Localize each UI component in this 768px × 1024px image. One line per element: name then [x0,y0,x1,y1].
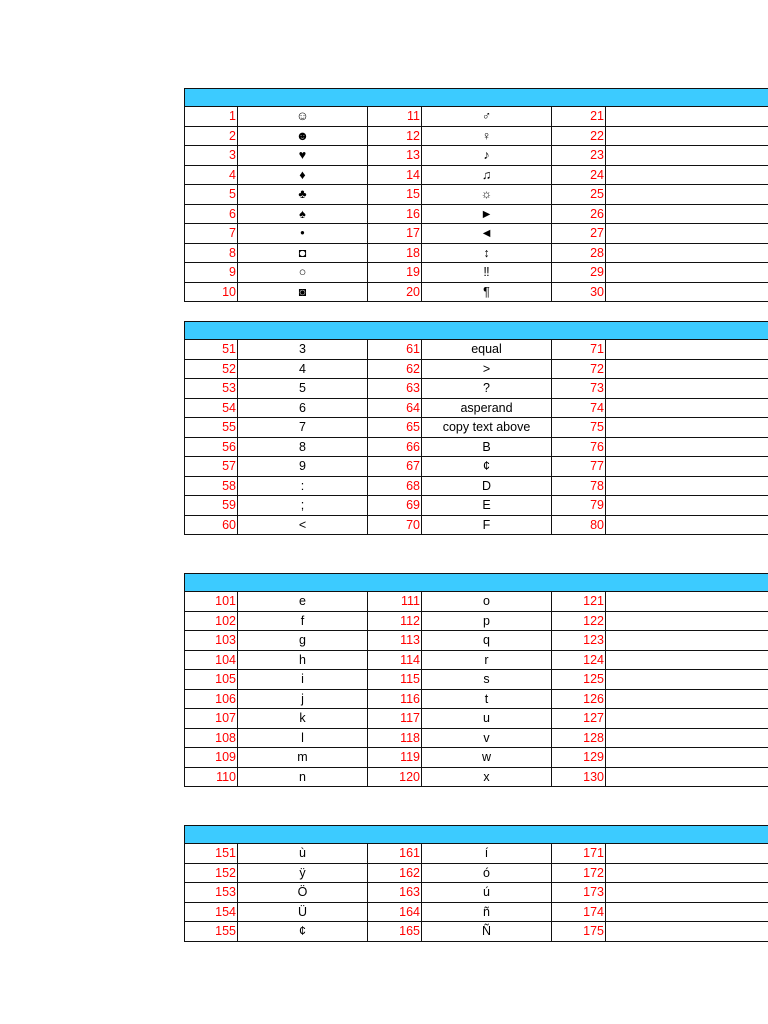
code-number-cell[interactable]: 62 [368,360,422,380]
character-cell[interactable]: ¢ [422,457,552,477]
code-number-cell[interactable]: 70 [368,516,422,536]
character-cell[interactable]: F [422,516,552,536]
table-header-bar [184,88,768,107]
table-row [184,127,768,147]
code-number-cell[interactable]: 111 [368,592,422,612]
code-number-cell[interactable]: 165 [368,922,422,942]
character-cell[interactable]: E [422,496,552,516]
code-number-cell[interactable]: 22 [552,127,606,147]
character-cell[interactable]: ► [422,205,552,225]
code-number-cell[interactable]: 61 [368,340,422,360]
code-number-cell[interactable]: 175 [552,922,606,942]
table-row [184,729,768,749]
code-number-cell[interactable]: 77 [552,457,606,477]
character-cell[interactable] [606,864,768,884]
character-cell[interactable] [606,516,768,536]
character-cell[interactable] [606,399,768,419]
character-cell[interactable]: ‼ [422,263,552,283]
character-cell[interactable]: ☻ [238,127,368,147]
code-number-cell[interactable]: 129 [552,748,606,768]
character-cell[interactable] [606,379,768,399]
code-number-cell[interactable]: 17 [368,224,422,244]
character-cell[interactable]: ÿ [238,864,368,884]
character-cell[interactable]: : [238,477,368,497]
code-number-cell[interactable]: 68 [368,477,422,497]
code-number-cell[interactable]: 67 [368,457,422,477]
character-cell[interactable] [606,651,768,671]
character-cell[interactable]: 7 [238,418,368,438]
character-cell[interactable]: ♀ [422,127,552,147]
table-row [184,612,768,632]
character-cell[interactable] [606,592,768,612]
code-number-cell[interactable]: 151 [184,844,238,864]
code-number-cell[interactable]: 119 [368,748,422,768]
code-number-cell[interactable]: 4 [184,166,238,186]
code-number-cell[interactable]: 114 [368,651,422,671]
character-cell[interactable] [606,127,768,147]
code-number-cell[interactable]: 152 [184,864,238,884]
character-cell[interactable]: Ö [238,883,368,903]
code-number-cell[interactable]: 74 [552,399,606,419]
character-cell[interactable] [606,670,768,690]
character-cell[interactable]: s [422,670,552,690]
code-number-cell[interactable]: 7 [184,224,238,244]
character-cell[interactable]: ♦ [238,166,368,186]
code-number-cell[interactable]: 110 [184,768,238,788]
code-number-cell[interactable]: 75 [552,418,606,438]
table-header-bar [184,321,768,340]
code-number-cell[interactable]: 9 [184,263,238,283]
table-row [184,263,768,283]
code-number-cell[interactable]: 164 [368,903,422,923]
character-cell[interactable]: j [238,690,368,710]
character-cell[interactable]: t [422,690,552,710]
code-number-cell[interactable]: 56 [184,438,238,458]
code-number-cell[interactable]: 53 [184,379,238,399]
character-cell[interactable] [606,360,768,380]
character-cell[interactable]: copy text above [422,418,552,438]
code-number-cell[interactable]: 29 [552,263,606,283]
character-cell[interactable] [606,883,768,903]
code-number-cell[interactable]: 3 [184,146,238,166]
table-row [184,922,768,942]
code-number-cell[interactable]: 20 [368,283,422,303]
code-number-cell[interactable]: 155 [184,922,238,942]
code-number-cell[interactable]: 106 [184,690,238,710]
character-cell[interactable]: f [238,612,368,632]
table-row [184,418,768,438]
table-row [184,457,768,477]
table-row [184,360,768,380]
code-number-cell[interactable]: 63 [368,379,422,399]
character-cell[interactable]: • [238,224,368,244]
table-row [184,748,768,768]
table-row [184,864,768,884]
character-cell[interactable]: ↕ [422,244,552,264]
code-number-cell[interactable]: 76 [552,438,606,458]
code-number-cell[interactable]: 173 [552,883,606,903]
code-number-cell[interactable]: 78 [552,477,606,497]
code-number-cell[interactable]: 124 [552,651,606,671]
character-cell[interactable]: i [238,670,368,690]
table-row [184,166,768,186]
code-number-cell[interactable]: 8 [184,244,238,264]
character-cell[interactable]: ú [422,883,552,903]
code-number-cell[interactable]: 18 [368,244,422,264]
code-number-cell[interactable]: 24 [552,166,606,186]
code-number-cell[interactable]: 19 [368,263,422,283]
character-cell[interactable]: ☺ [238,107,368,127]
code-number-cell[interactable]: 60 [184,516,238,536]
character-cell[interactable]: v [422,729,552,749]
character-cell[interactable] [606,844,768,864]
character-cell[interactable]: í [422,844,552,864]
character-cell[interactable]: r [422,651,552,671]
code-number-cell[interactable]: 55 [184,418,238,438]
code-number-cell[interactable]: 125 [552,670,606,690]
character-cell[interactable]: ; [238,496,368,516]
character-cell[interactable] [606,166,768,186]
code-number-cell[interactable]: 121 [552,592,606,612]
table-row [184,903,768,923]
table-row [184,438,768,458]
character-cell[interactable] [606,244,768,264]
character-cell[interactable] [606,263,768,283]
code-number-cell[interactable]: 59 [184,496,238,516]
table-row [184,690,768,710]
code-number-cell[interactable]: 65 [368,418,422,438]
character-cell[interactable]: asperand [422,399,552,419]
table-row [184,224,768,244]
character-cell[interactable]: ◙ [238,283,368,303]
table-row [184,340,768,360]
table-row [184,883,768,903]
code-number-cell[interactable]: 71 [552,340,606,360]
character-cell[interactable]: l [238,729,368,749]
character-cell[interactable] [606,205,768,225]
code-number-cell[interactable]: 10 [184,283,238,303]
character-cell[interactable]: k [238,709,368,729]
table-row [184,631,768,651]
character-cell[interactable]: e [238,592,368,612]
code-number-cell[interactable]: 107 [184,709,238,729]
code-number-cell[interactable]: 161 [368,844,422,864]
code-number-cell[interactable]: 115 [368,670,422,690]
character-cell[interactable]: o [422,592,552,612]
code-number-cell[interactable]: 126 [552,690,606,710]
code-number-cell[interactable]: 79 [552,496,606,516]
table-row [184,516,768,536]
table-row [184,844,768,864]
code-number-cell[interactable]: 116 [368,690,422,710]
character-cell[interactable] [606,107,768,127]
character-cell[interactable]: > [422,360,552,380]
character-cell[interactable]: q [422,631,552,651]
character-cell[interactable] [606,477,768,497]
code-number-cell[interactable]: 25 [552,185,606,205]
char-table [184,825,768,942]
code-number-cell[interactable]: 127 [552,709,606,729]
character-cell[interactable]: ♪ [422,146,552,166]
code-number-cell[interactable]: 103 [184,631,238,651]
character-cell[interactable] [606,438,768,458]
character-cell[interactable]: B [422,438,552,458]
character-cell[interactable]: h [238,651,368,671]
character-cell[interactable]: u [422,709,552,729]
table-row [184,146,768,166]
character-cell[interactable]: ¢ [238,922,368,942]
code-number-cell[interactable]: 104 [184,651,238,671]
character-cell[interactable] [606,457,768,477]
code-number-cell[interactable]: 11 [368,107,422,127]
code-number-cell[interactable]: 30 [552,283,606,303]
table-header-bar [184,825,768,844]
char-table [184,573,768,787]
character-cell[interactable]: 5 [238,379,368,399]
code-number-cell[interactable]: 172 [552,864,606,884]
code-number-cell[interactable]: 26 [552,205,606,225]
table-row [184,107,768,127]
character-cell[interactable] [606,496,768,516]
character-cell[interactable] [606,748,768,768]
character-cell[interactable]: 8 [238,438,368,458]
character-cell[interactable]: x [422,768,552,788]
character-cell[interactable]: ù [238,844,368,864]
character-cell[interactable]: ♣ [238,185,368,205]
table-row [184,670,768,690]
character-cell[interactable]: ♥ [238,146,368,166]
character-cell[interactable]: ♠ [238,205,368,225]
character-cell[interactable] [606,340,768,360]
character-cell[interactable]: p [422,612,552,632]
code-number-cell[interactable]: 21 [552,107,606,127]
table-header-bar [184,573,768,592]
code-number-cell[interactable]: 109 [184,748,238,768]
code-number-cell[interactable]: 113 [368,631,422,651]
character-cell[interactable]: n [238,768,368,788]
table-row [184,709,768,729]
code-number-cell[interactable]: 80 [552,516,606,536]
character-cell[interactable]: ♂ [422,107,552,127]
character-cell[interactable] [606,690,768,710]
code-number-cell[interactable]: 128 [552,729,606,749]
character-cell[interactable]: < [238,516,368,536]
table-row [184,283,768,303]
code-number-cell[interactable]: 123 [552,631,606,651]
code-number-cell[interactable]: 57 [184,457,238,477]
code-number-cell[interactable]: 64 [368,399,422,419]
code-number-cell[interactable]: 66 [368,438,422,458]
code-number-cell[interactable]: 51 [184,340,238,360]
character-cell[interactable]: Ñ [422,922,552,942]
code-number-cell[interactable]: 54 [184,399,238,419]
table-row [184,496,768,516]
code-number-cell[interactable]: 118 [368,729,422,749]
code-number-cell[interactable]: 101 [184,592,238,612]
code-number-cell[interactable]: 58 [184,477,238,497]
code-number-cell[interactable]: 163 [368,883,422,903]
table-row [184,399,768,419]
code-number-cell[interactable]: 73 [552,379,606,399]
character-cell[interactable]: g [238,631,368,651]
code-number-cell[interactable]: 2 [184,127,238,147]
character-cell[interactable] [606,224,768,244]
code-number-cell[interactable]: 12 [368,127,422,147]
code-number-cell[interactable]: 52 [184,360,238,380]
code-number-cell[interactable]: 153 [184,883,238,903]
code-number-cell[interactable]: 162 [368,864,422,884]
code-number-cell[interactable]: 27 [552,224,606,244]
character-cell[interactable] [606,709,768,729]
code-number-cell[interactable]: 1 [184,107,238,127]
character-cell[interactable] [606,185,768,205]
character-cell[interactable]: ♫ [422,166,552,186]
table-row [184,205,768,225]
code-number-cell[interactable]: 120 [368,768,422,788]
character-cell[interactable]: ó [422,864,552,884]
character-cell[interactable]: ñ [422,903,552,923]
code-number-cell[interactable]: 112 [368,612,422,632]
table-row [184,185,768,205]
character-cell[interactable] [606,922,768,942]
character-cell[interactable] [606,729,768,749]
character-cell[interactable]: Ü [238,903,368,923]
code-number-cell[interactable]: 6 [184,205,238,225]
code-number-cell[interactable]: 69 [368,496,422,516]
character-cell[interactable]: ¶ [422,283,552,303]
code-number-cell[interactable]: 154 [184,903,238,923]
character-cell[interactable]: ○ [238,263,368,283]
character-cell[interactable]: 4 [238,360,368,380]
table-row [184,379,768,399]
code-number-cell[interactable]: 171 [552,844,606,864]
character-cell[interactable] [606,903,768,923]
code-number-cell[interactable]: 13 [368,146,422,166]
character-cell[interactable]: ◘ [238,244,368,264]
character-cell[interactable] [606,768,768,788]
character-cell[interactable] [606,631,768,651]
code-number-cell[interactable]: 102 [184,612,238,632]
character-cell[interactable]: w [422,748,552,768]
table-row [184,477,768,497]
character-cell[interactable]: D [422,477,552,497]
character-cell[interactable]: m [238,748,368,768]
code-number-cell[interactable]: 28 [552,244,606,264]
code-number-cell[interactable]: 174 [552,903,606,923]
character-cell[interactable]: 9 [238,457,368,477]
character-cell[interactable] [606,283,768,303]
code-number-cell[interactable]: 14 [368,166,422,186]
character-cell[interactable] [606,612,768,632]
code-number-cell[interactable]: 5 [184,185,238,205]
code-number-cell[interactable]: 16 [368,205,422,225]
code-number-cell[interactable]: 108 [184,729,238,749]
code-number-cell[interactable]: 122 [552,612,606,632]
character-cell[interactable]: ◄ [422,224,552,244]
character-cell[interactable]: 6 [238,399,368,419]
char-table [184,88,768,302]
character-cell[interactable]: ? [422,379,552,399]
code-number-cell[interactable]: 72 [552,360,606,380]
code-number-cell[interactable]: 130 [552,768,606,788]
code-number-cell[interactable]: 23 [552,146,606,166]
table-row [184,651,768,671]
code-number-cell[interactable]: 117 [368,709,422,729]
character-cell[interactable]: 3 [238,340,368,360]
character-cell[interactable] [606,418,768,438]
table-row [184,592,768,612]
table-row [184,244,768,264]
table-row [184,768,768,788]
code-number-cell[interactable]: 105 [184,670,238,690]
character-cell[interactable]: equal [422,340,552,360]
character-cell[interactable] [606,146,768,166]
code-number-cell[interactable]: 15 [368,185,422,205]
char-table [184,321,768,535]
character-cell[interactable]: ☼ [422,185,552,205]
